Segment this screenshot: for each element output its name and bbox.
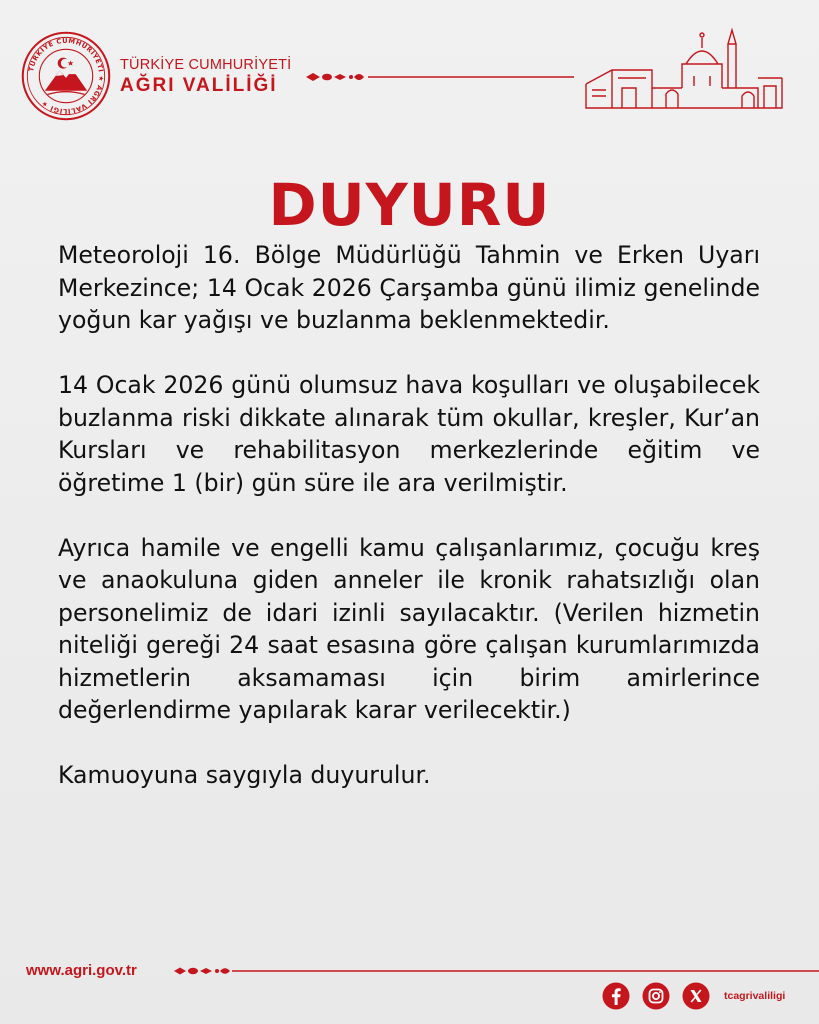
website-link[interactable]: www.agri.gov.tr	[26, 962, 137, 979]
svg-text:TÜRKİYE CUMHURİYETİ ★ AĞRI VAL: TÜRKİYE CUMHURİYETİ ★ AĞRI VALİLİĞİ ★	[27, 36, 106, 116]
paragraph-4: Kamuoyuna saygıyla duyurulur.	[58, 761, 431, 789]
x-icon[interactable]	[682, 982, 710, 1010]
header-ornament-divider	[304, 66, 574, 88]
facebook-icon[interactable]	[602, 982, 630, 1010]
paragraph-1: Meteoroloji 16. Bölge Müdürlüğü Tahmin ve Erken Uyarı Merkezince; 14 Ocak 2026 Çarşamba günü ilimiz genelinde yoğun kar yağışı ve buzlanma beklenmektedir.	[58, 241, 760, 334]
announcement-body	[58, 239, 760, 792]
institution-line2: AĞRI VALİLİĞİ	[120, 74, 278, 96]
footer-ornament-divider	[172, 961, 819, 981]
seal-logo	[20, 30, 112, 122]
social-handle[interactable]: tcagrivaliligi	[724, 990, 786, 1002]
palace-illustration	[582, 24, 788, 114]
institution-line1: TÜRKİYE CUMHURİYETİ	[120, 57, 292, 73]
paragraph-2: 14 Ocak 2026 günü olumsuz hava koşulları ve oluşabilecek buzlanma riski dikkate alınarak tüm okullar, kreşler, Kur’an Kursları ve rehabilitasyon merkezlerinde eğitim ve öğretime 1 (bir) gün süre ile ara verilmiştir.	[58, 371, 760, 497]
page-title: DUYURU	[268, 171, 551, 239]
instagram-icon[interactable]	[642, 982, 670, 1010]
social-links	[602, 982, 785, 1010]
paragraph-3: Ayrıca hamile ve engelli kamu çalışanlarımız, çocuğu kreş ve anaokuluna giden anneler ile kronik rahatsızlığı olan personelimiz de idari izinli sayılacaktır. (Verilen hizmetin niteliği gereği 24 saat esasına göre çalışan kurumlarımızda hizmetlerin aksamaması için birim amirlerince değerlendirme yapılarak karar verilecektir.)	[58, 533, 760, 724]
